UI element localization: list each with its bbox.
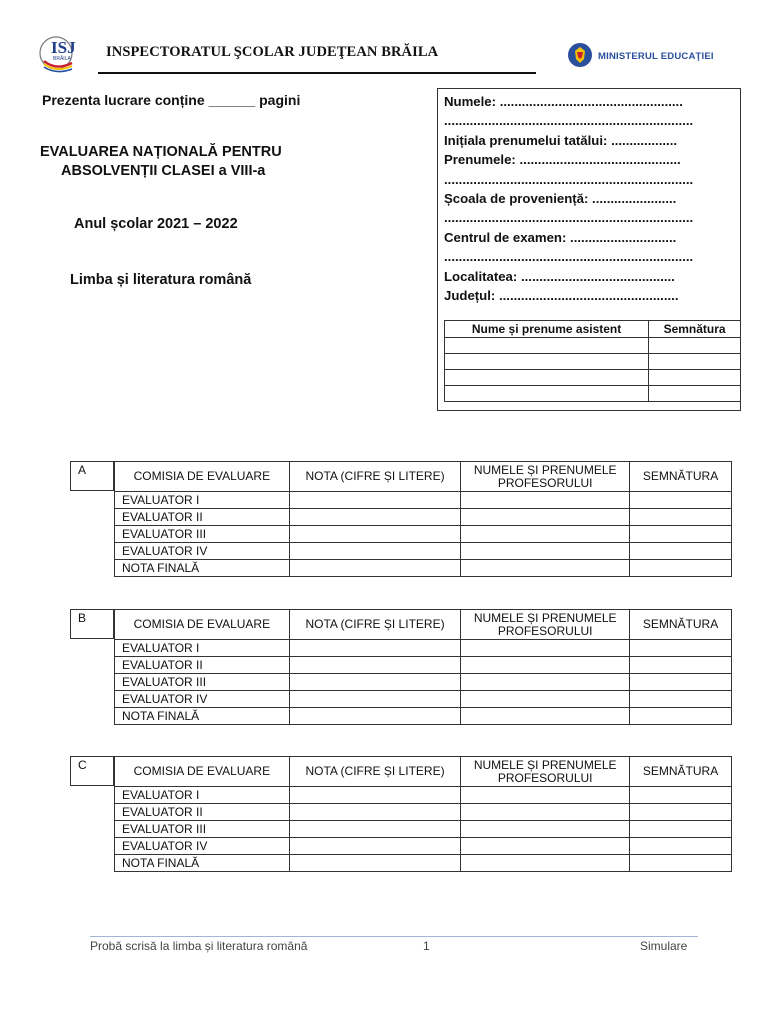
field-judetul[interactable]: Județul: ................................................. <box>444 288 679 304</box>
teacher-name-cell[interactable] <box>461 708 630 725</box>
signature-cell[interactable] <box>630 640 732 657</box>
header-commission: COMISIA DE EVALUARE <box>115 757 290 787</box>
assistant-signature-cell[interactable] <box>649 386 741 402</box>
header-rule <box>98 72 536 74</box>
evaluator-label: EVALUATOR III <box>115 821 290 838</box>
header-grade: NOTA (CIFRE ȘI LITERE) <box>289 757 461 787</box>
field-localitatea[interactable]: Localitatea: .......................................... <box>444 268 675 284</box>
assistant-signature-header: Semnătura <box>649 321 741 338</box>
table-row <box>115 560 732 577</box>
teacher-name-cell[interactable] <box>461 855 630 872</box>
grade-cell[interactable] <box>289 855 461 872</box>
footer-page-number: 1 <box>423 939 430 953</box>
field-centrul-cont[interactable]: .................................................................... <box>444 249 694 265</box>
field-scoala[interactable]: Școala de proveniență: ....................... <box>444 191 677 207</box>
assistant-name-cell[interactable] <box>445 386 649 402</box>
section-letter: C <box>70 756 114 786</box>
teacher-name-cell[interactable] <box>461 509 630 526</box>
grade-cell[interactable] <box>289 787 461 804</box>
header-commission: COMISIA DE EVALUARE <box>115 462 290 492</box>
assistant-signature-cell[interactable] <box>649 338 741 354</box>
teacher-name-cell[interactable] <box>461 640 630 657</box>
teacher-name-cell[interactable] <box>461 560 630 577</box>
evaluator-label: EVALUATOR I <box>115 492 290 509</box>
teacher-name-cell[interactable] <box>461 691 630 708</box>
signature-cell[interactable] <box>630 509 732 526</box>
evaluator-label: NOTA FINALĂ <box>115 855 290 872</box>
evaluator-label: EVALUATOR IV <box>115 838 290 855</box>
grade-cell[interactable] <box>289 691 461 708</box>
table-row <box>115 708 732 725</box>
grade-cell[interactable] <box>289 821 461 838</box>
candidate-id-fields <box>444 92 734 305</box>
isj-logo-text: ISJ <box>51 38 76 57</box>
assistant-table <box>444 320 741 402</box>
evaluator-label: EVALUATOR IV <box>115 543 290 560</box>
table-row <box>115 787 732 804</box>
table-row <box>115 821 732 838</box>
field-centrul[interactable]: Centrul de examen: ............................. <box>444 229 677 245</box>
grade-cell[interactable] <box>289 657 461 674</box>
pages-count-line: Prezenta lucrare conține ______ pagini <box>42 92 301 108</box>
exam-title-line-1: EVALUAREA NAȚIONALĂ PENTRU <box>40 144 282 160</box>
exam-title <box>40 143 340 181</box>
assistant-name-cell[interactable] <box>445 338 649 354</box>
assistant-row <box>445 338 741 354</box>
field-scoala-cont[interactable]: .................................................................... <box>444 210 694 226</box>
footer-rule <box>90 936 698 937</box>
header-teacher-name: NUMELE ȘI PRENUMELE PROFESORULUI <box>461 757 630 787</box>
assistant-name-cell[interactable] <box>445 370 649 386</box>
field-numele[interactable]: Numele: .................................................. <box>444 94 683 109</box>
assistant-name-header: Nume și prenume asistent <box>445 321 649 338</box>
section-letter: A <box>70 461 114 491</box>
field-prenumele-cont[interactable]: .................................................................... <box>444 171 694 187</box>
signature-cell[interactable] <box>630 560 732 577</box>
header-commission: COMISIA DE EVALUARE <box>115 610 290 640</box>
evaluator-label: EVALUATOR IV <box>115 691 290 708</box>
evaluation-table <box>114 461 732 577</box>
table-row <box>115 674 732 691</box>
teacher-name-cell[interactable] <box>461 787 630 804</box>
signature-cell[interactable] <box>630 855 732 872</box>
table-row <box>115 657 732 674</box>
grade-cell[interactable] <box>289 674 461 691</box>
table-row <box>115 691 732 708</box>
table-row <box>115 492 732 509</box>
signature-cell[interactable] <box>630 838 732 855</box>
header-signature: SEMNĂTURA <box>630 462 732 492</box>
grade-cell[interactable] <box>289 838 461 855</box>
grade-cell[interactable] <box>289 640 461 657</box>
signature-cell[interactable] <box>630 674 732 691</box>
teacher-name-cell[interactable] <box>461 526 630 543</box>
grade-cell[interactable] <box>289 492 461 509</box>
table-row <box>115 543 732 560</box>
teacher-name-cell[interactable] <box>461 657 630 674</box>
evaluation-table <box>114 756 732 872</box>
signature-cell[interactable] <box>630 543 732 560</box>
section-letter: B <box>70 609 114 639</box>
header-teacher-name: NUMELE ȘI PRENUMELE PROFESORULUI <box>461 610 630 640</box>
header-signature: SEMNĂTURA <box>630 610 732 640</box>
institution-title: INSPECTORATUL ŞCOLAR JUDEŢEAN BRĂILA <box>106 44 439 60</box>
evaluator-label: EVALUATOR III <box>115 674 290 691</box>
evaluator-label: NOTA FINALĂ <box>115 560 290 577</box>
evaluator-label: EVALUATOR II <box>115 657 290 674</box>
header-grade: NOTA (CIFRE ȘI LITERE) <box>289 610 461 640</box>
signature-cell[interactable] <box>630 804 732 821</box>
evaluator-label: NOTA FINALĂ <box>115 708 290 725</box>
field-prenumele[interactable]: Prenumele: ............................................ <box>444 152 681 168</box>
header-grade: NOTA (CIFRE ȘI LITERE) <box>289 462 461 492</box>
teacher-name-cell[interactable] <box>461 821 630 838</box>
exam-title-line-2: ABSOLVENȚII CLASEI a VIII-a <box>61 163 266 179</box>
signature-cell[interactable] <box>630 708 732 725</box>
table-row <box>115 855 732 872</box>
evaluator-label: EVALUATOR II <box>115 804 290 821</box>
table-row <box>115 526 732 543</box>
footer-exam-name: Probă scrisă la limba și literatura română <box>90 939 308 953</box>
field-numele-cont[interactable]: .................................................................... <box>444 113 694 129</box>
evaluator-label: EVALUATOR II <box>115 509 290 526</box>
signature-cell[interactable] <box>630 821 732 838</box>
grade-cell[interactable] <box>289 560 461 577</box>
assistant-row <box>445 354 741 370</box>
grade-cell[interactable] <box>289 543 461 560</box>
ministry-name: MINISTERUL EDUCAŢIEI <box>598 51 714 62</box>
table-row <box>115 804 732 821</box>
signature-cell[interactable] <box>630 526 732 543</box>
school-year: Anul școlar 2021 – 2022 <box>74 216 238 232</box>
assistant-signature-cell[interactable] <box>649 370 741 386</box>
header-signature: SEMNĂTURA <box>630 757 732 787</box>
footer-simulation-label: Simulare <box>640 939 688 953</box>
table-row <box>115 838 732 855</box>
subject: Limba și literatura română <box>70 272 252 288</box>
table-row <box>115 640 732 657</box>
signature-cell[interactable] <box>630 787 732 804</box>
evaluation-table <box>114 609 732 725</box>
signature-cell[interactable] <box>630 657 732 674</box>
evaluator-label: EVALUATOR I <box>115 787 290 804</box>
assistant-row <box>445 370 741 386</box>
evaluator-label: EVALUATOR III <box>115 526 290 543</box>
teacher-name-cell[interactable] <box>461 492 630 509</box>
grade-cell[interactable] <box>289 708 461 725</box>
evaluator-label: EVALUATOR I <box>115 640 290 657</box>
teacher-name-cell[interactable] <box>461 543 630 560</box>
isj-logo <box>38 31 90 75</box>
assistant-signature-cell[interactable] <box>649 354 741 370</box>
header-teacher-name: NUMELE ȘI PRENUMELE PROFESORULUI <box>461 462 630 492</box>
signature-cell[interactable] <box>630 691 732 708</box>
table-row <box>115 509 732 526</box>
grade-cell[interactable] <box>289 526 461 543</box>
grade-cell[interactable] <box>289 509 461 526</box>
teacher-name-cell[interactable] <box>461 804 630 821</box>
teacher-name-cell[interactable] <box>461 838 630 855</box>
grade-cell[interactable] <box>289 804 461 821</box>
signature-cell[interactable] <box>630 492 732 509</box>
teacher-name-cell[interactable] <box>461 674 630 691</box>
isj-logo-subtext: BRĂILA <box>53 56 71 62</box>
assistant-row <box>445 386 741 402</box>
assistant-name-cell[interactable] <box>445 354 649 370</box>
field-initiala[interactable]: Inițiala prenumelui tatălui: .................. <box>444 132 678 148</box>
